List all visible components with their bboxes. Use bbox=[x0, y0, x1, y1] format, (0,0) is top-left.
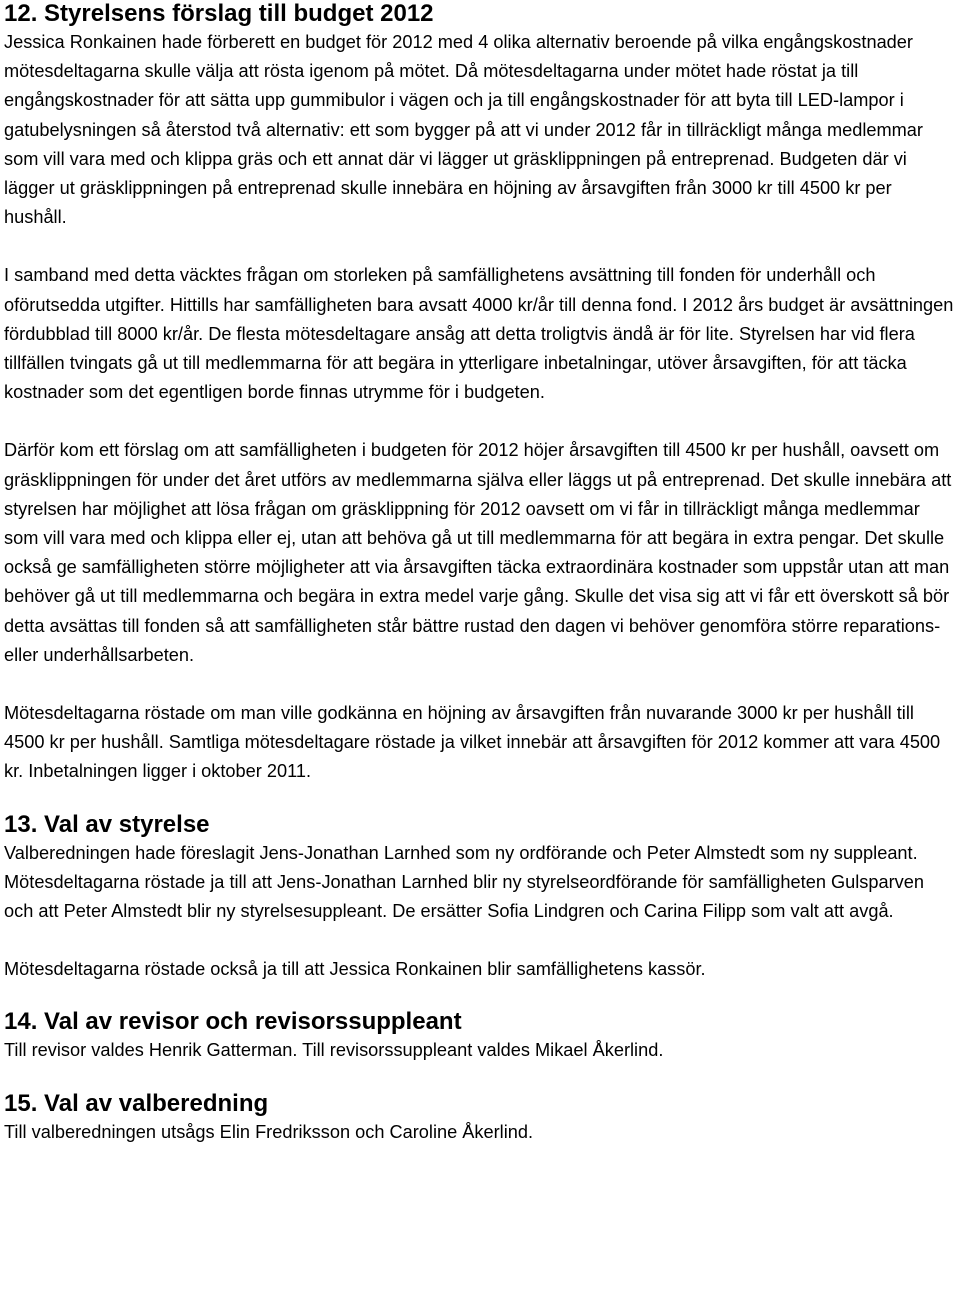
section-title: Val av styrelse bbox=[44, 810, 210, 838]
paragraph: Därför kom ett förslag om att samfälligheten i budgeten för 2012 höjer årsavgiften till 4500 kr per hushåll, oavsett om gräsklippningen för under det året utförs av medlemmarna själva eller läggs ut på entreprenad. Det skulle innebära att styrelsen har möjlighet att lösa frågan om gräsklippning för 2012 oavsett om vi får in tillräckligt många medlemmar som vill vara med och klippa eller ej, utan att behöva gå ut till medlemmarna för att begära in extra pengar. Det skulle också ge samfälligheten större möjligheter att via årsavgiften täcka extraordinära kostnader som uppstår utan att man behöver gå ut till medlemmarna och begära in extra medel varje gång. Skulle det visa sig att vi får ett överskott så bör detta avsättas till fonden så att samfälligheten står bättre rustad den dagen vi behöver genomföra större reparations- eller underhållsarbeten. bbox=[4, 440, 952, 665]
paragraph: Mötesdeltagarna röstade om man ville godkänna en höjning av årsavgiften från nuvarande 3000 kr per hushåll till 4500 kr per hushåll. Samtliga mötesdeltagare röstade ja vilket innebär att årsavgiften för 2012 kommer att vara 4500 kr. Inbetalningen ligger i oktober 2011. bbox=[4, 703, 941, 782]
section-number: 14. bbox=[4, 1008, 38, 1036]
section-13 bbox=[4, 811, 956, 985]
paragraph: Valberedningen hade föreslagit Jens-Jonathan Larnhed som ny ordförande och Peter Almstedt som ny suppleant. Mötesdeltagarna röstade ja till att Jens-Jonathan Larnhed blir ny styrelseordförande för samfälligheten Gulsparven och att Peter Almstedt blir ny styrelsesuppleant. De ersätter Sofia Lindgren och Carina Filipp som valt att avgå. bbox=[4, 842, 924, 922]
paragraph: Mötesdeltagarna röstade också ja till att Jessica Ronkainen blir samfällighetens kassör. bbox=[4, 959, 706, 980]
section-number: 12. bbox=[4, 0, 38, 27]
section-number: 13. bbox=[4, 810, 38, 838]
paragraph: Till revisor valdes Henrik Gatterman. Till revisorssuppleant valdes Mikael Åkerlind. bbox=[4, 1040, 664, 1061]
section-15 bbox=[4, 1090, 956, 1147]
section-heading bbox=[4, 1090, 956, 1118]
section-14 bbox=[4, 1008, 956, 1065]
section-title: Val av valberedning bbox=[44, 1089, 269, 1117]
paragraph: Jessica Ronkainen hade förberett en budget för 2012 med 4 olika alternativ beroende på vilka engångskostnader mötesdeltagarna skulle välja att rösta igenom på mötet. Då mötesdeltagarna under mötet hade röstat ja till engångskostnader för att sätta upp gummibulor i vägen och ja till engångskostnader för att byta till LED-lampor i gatubelysningen så återstod två alternativ: ett som bygger på att vi under 2012 får in tillräckligt många medlemmar som vill vara med och klippa gräs och ett annat där vi lägger ut gräsklippningen på entreprenad. Budgeten där vi lägger ut gräsklippningen på entreprenad skulle innebära en höjning av årsavgiften från 3000 kr till 4500 kr per hushåll. bbox=[4, 32, 923, 228]
section-heading bbox=[4, 1008, 956, 1036]
section-number: 15. bbox=[4, 1089, 38, 1117]
paragraph: Till valberedningen utsågs Elin Fredriksson och Caroline Åkerlind. bbox=[4, 1121, 534, 1142]
section-heading bbox=[4, 811, 956, 839]
section-title: Styrelsens förslag till budget 2012 bbox=[44, 0, 434, 27]
section-heading bbox=[4, 0, 956, 28]
section-title: Val av revisor och revisorssuppleant bbox=[44, 1008, 462, 1036]
section-12 bbox=[4, 0, 956, 787]
paragraph: I samband med detta väcktes frågan om storleken på samfällighetens avsättning till fonden för underhåll och oförutsedda utgifter. Hittills har samfälligheten bara avsatt 4000 kr/år till denna fond. I 2012 års budget är avsättningen fördubblad till 8000 kr/år. De flesta mötesdeltagare ansåg att detta troligtvis ändå är för lite. Styrelsen har vid flera tillfällen tvingats gå ut till medlemmarna för att begära in ytterligare inbetalningar, utöver årsavgiften, för att täcka kostnader som det egentligen borde finnas utrymme för i budgeten. bbox=[4, 265, 954, 403]
